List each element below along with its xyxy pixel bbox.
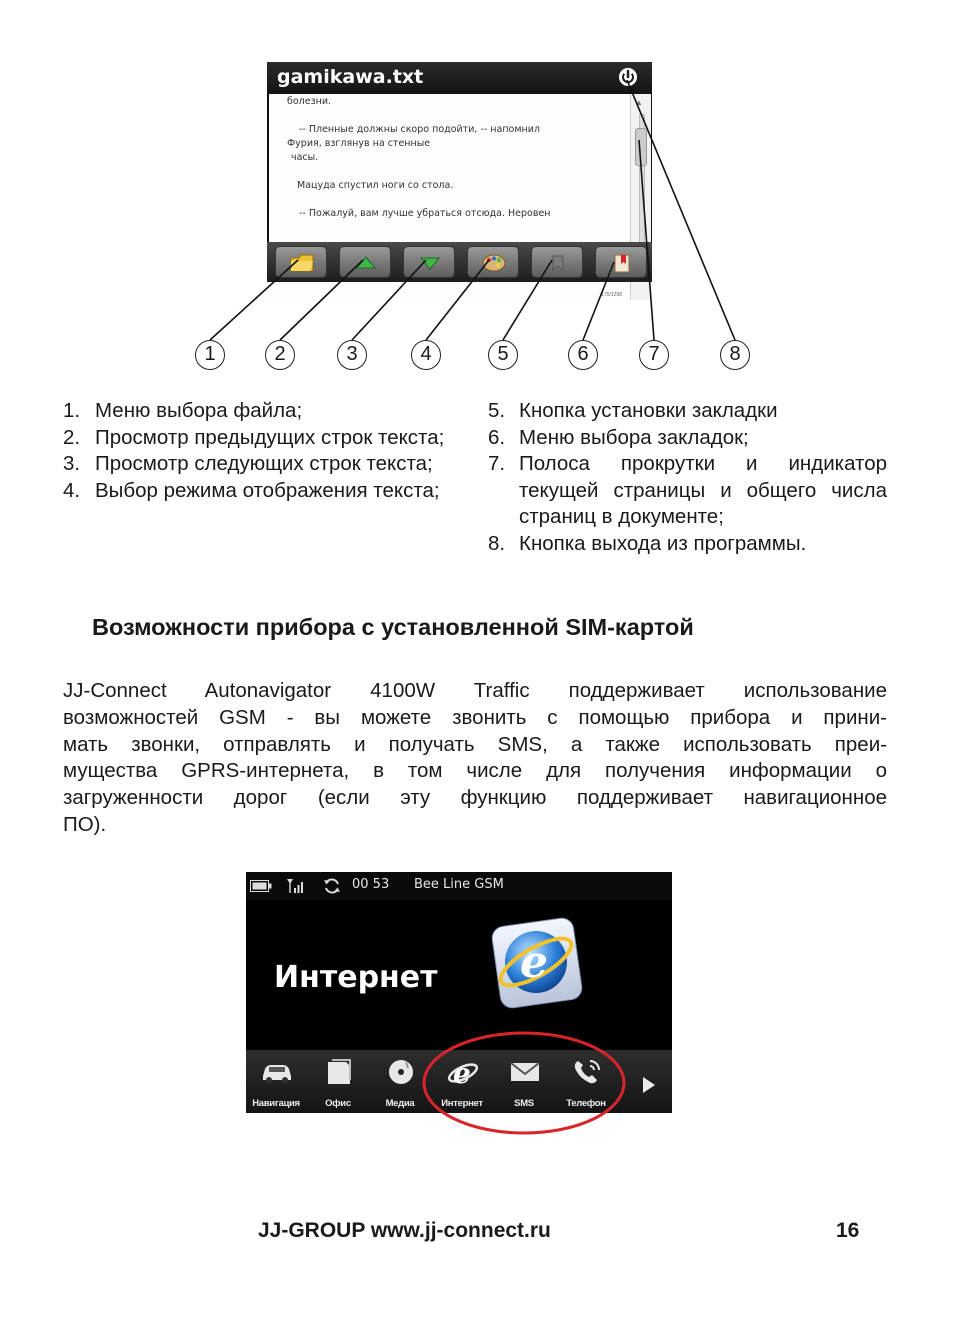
list-item xyxy=(488,451,887,531)
sync-icon xyxy=(323,877,341,895)
next-page-icon[interactable] xyxy=(642,1076,656,1094)
list-item xyxy=(488,398,887,425)
menu-item-office[interactable] xyxy=(308,1052,368,1112)
list-item xyxy=(488,425,887,452)
item-number: 8. xyxy=(488,531,506,555)
callout-8: 8 xyxy=(720,340,750,370)
list-item xyxy=(63,451,462,478)
status-operator: Bee Line GSM xyxy=(414,877,504,892)
callout-4: 4 xyxy=(411,340,441,370)
callout-6: 6 xyxy=(568,340,598,370)
item-number: 7. xyxy=(488,452,506,475)
folder-icon xyxy=(322,1058,356,1086)
item-number: 5. xyxy=(488,399,506,422)
menu-label: Навигация xyxy=(252,1098,300,1109)
item-number: 1. xyxy=(63,399,81,422)
internet-explorer-icon xyxy=(484,912,590,1012)
legend-list-left xyxy=(63,398,462,504)
item-text: Меню выбора файла; xyxy=(95,399,303,422)
menu-label: Интернет xyxy=(441,1098,483,1109)
item-number: 2. xyxy=(63,425,81,449)
item-text: Просмотр предыдущих строк текста; xyxy=(95,425,445,449)
callout-lines xyxy=(0,0,954,400)
car-icon xyxy=(260,1058,294,1086)
item-text: Кнопка выхода из программы. xyxy=(519,531,807,555)
text-line: Фурия, взглянув на стенные xyxy=(287,138,431,149)
callout-3: 3 xyxy=(337,340,367,370)
text-line: часы. xyxy=(291,152,319,163)
item-number: 3. xyxy=(63,452,81,475)
highlight-ellipse xyxy=(420,1028,630,1138)
callout-1: 1 xyxy=(195,340,225,370)
status-bar xyxy=(246,872,672,900)
callout-2: 2 xyxy=(265,340,295,370)
menu-label: Офис xyxy=(325,1098,351,1109)
list-item xyxy=(63,478,462,505)
list-item xyxy=(63,398,462,425)
item-text: Просмотр следующих строк текста; xyxy=(95,452,433,475)
paragraph-line: мущества GPRS-интернета, в том числе для получения информации о xyxy=(63,759,887,783)
screen-title: Интернет xyxy=(274,960,438,995)
list-item xyxy=(488,531,887,558)
menu-label: SMS xyxy=(514,1098,534,1109)
paragraph-line: JJ-Connect Autonavigator 4100W Traffic поддерживает использование xyxy=(63,679,887,702)
legend-list-right xyxy=(488,398,887,557)
paragraph-line: ПО). xyxy=(63,812,107,836)
scroll-up-icon[interactable]: ▲ xyxy=(635,98,643,107)
page-number: 16 xyxy=(836,1219,860,1242)
item-text: Выбор режима отображения текста; xyxy=(95,478,440,502)
list-item xyxy=(63,425,462,452)
disc-icon xyxy=(384,1058,418,1086)
svg-text:e: e xyxy=(453,1058,471,1086)
battery-icon xyxy=(250,880,272,892)
svg-text:e: e xyxy=(520,937,548,988)
paragraph-line: мать звонки, отправлять и получать SMS, а также использовать преи- xyxy=(63,732,887,756)
section-heading: Возможности прибора с установленной SIM-картой xyxy=(92,614,694,640)
paragraph-line: возможностей GSM - вы можете звонить с помощью прибора и прини- xyxy=(63,705,887,729)
signal-icon xyxy=(286,878,304,894)
paragraph-line: загруженности дорог (если эту функцию поддерживает навигационное xyxy=(63,786,887,810)
item-number: 6. xyxy=(488,425,506,449)
page-counter: 175/1298 xyxy=(601,292,622,298)
text-line: Мацуда спустил ноги со стола. xyxy=(297,180,454,191)
body-paragraph xyxy=(63,678,887,839)
menu-label: Телефон xyxy=(566,1098,606,1109)
file-title: gamikawa.txt xyxy=(277,66,424,88)
callout-5: 5 xyxy=(488,340,518,370)
item-number: 4. xyxy=(63,478,81,502)
menu-item-navigation[interactable] xyxy=(246,1052,306,1112)
text-line: болезни. xyxy=(287,96,332,107)
item-text: Полоса прокрутки и индикатор текущей страницы и общего числа страниц в документе; xyxy=(519,452,887,528)
text-line: -- Пленные должны скоро подойти, -- напомнил xyxy=(299,124,540,135)
footer-brand: JJ-GROUP www.jj-connect.ru xyxy=(258,1219,551,1242)
status-time: 00 53 xyxy=(352,877,390,892)
item-text: Кнопка установки закладки xyxy=(519,399,778,422)
text-line: -- Пожалуй, вам лучше убраться отсюда. Неровен xyxy=(299,208,551,219)
item-text: Меню выбора закладок; xyxy=(519,425,749,449)
menu-label: Медиа xyxy=(385,1098,415,1109)
callout-7: 7 xyxy=(639,340,669,370)
